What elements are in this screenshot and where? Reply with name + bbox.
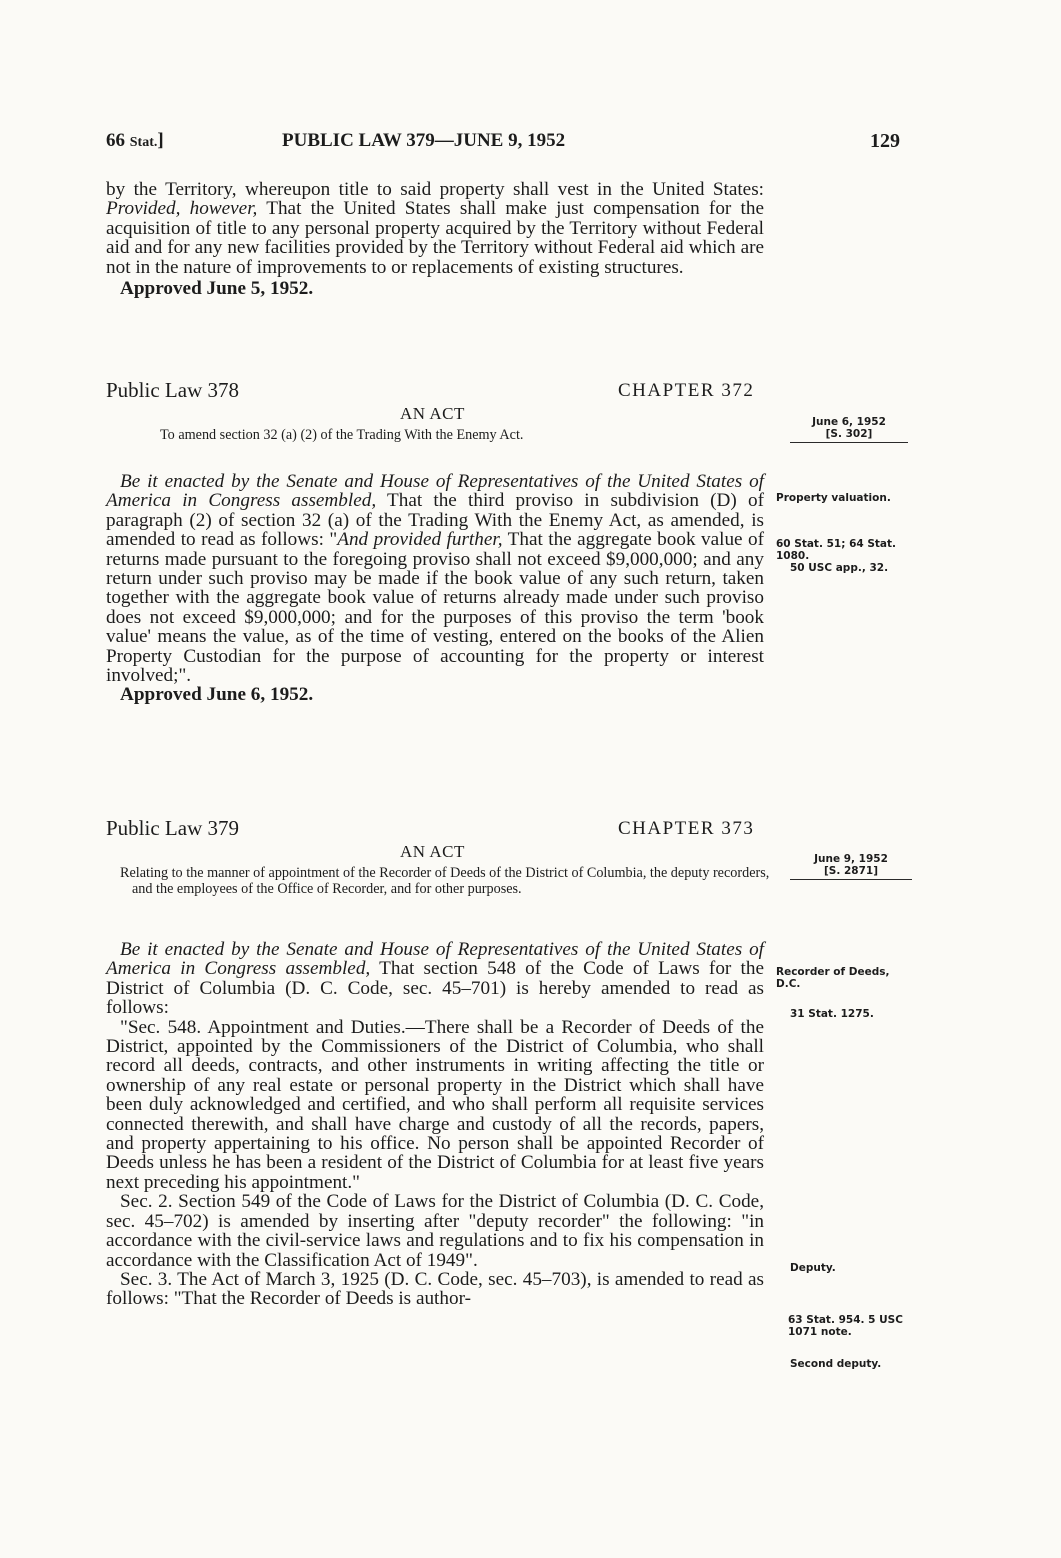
law-379-bill: [S. 2871]	[823, 865, 879, 877]
margin-31-stat: 31 Stat. 1275.	[790, 1008, 874, 1020]
public-law-379-label: Public Law 379	[106, 816, 239, 840]
an-act-379: AN ACT	[400, 842, 465, 861]
law-378-margin-date	[790, 416, 908, 443]
margin-60-stat: 60 Stat. 51; 64 Stat. 1080.	[776, 538, 897, 562]
margin-63-stat: 63 Stat. 954. 5 USC 1071 note.	[788, 1314, 903, 1338]
sec-548-heading: "Sec. 548. Appointment and Duties.	[120, 1016, 406, 1038]
margin-50-usc: 50 USC app., 32.	[790, 562, 889, 574]
running-head-volume: 66 Stat.]	[106, 130, 164, 151]
running-head-title: PUBLIC LAW 379—JUNE 9, 1952	[282, 130, 566, 151]
chapter-373-label: CHAPTER 373	[618, 818, 755, 839]
continuation-text-1: by the Territory, whereupon title to said property shall vest in the United States:	[106, 179, 764, 200]
law-378-bill: [S. 302]	[825, 428, 873, 440]
law-378-proviso: And provided further,	[337, 529, 503, 551]
continuation-text-2: That the United States shall make just compensation for the acquisition of title to any personal property acquired by the Territory without Federal aid and for any new facilities provided by the Territory without Federal aid which are not in the nature of improvements to or replacements of existing structures.	[106, 198, 764, 278]
page-number: 129	[870, 130, 900, 152]
law-378-enacting-clause: Be it enacted by the Senate and House of Representatives of the United States of America in Congress assembled,	[106, 471, 764, 512]
law-379-date: June 9, 1952	[814, 853, 888, 865]
law-379-margin-date	[790, 853, 912, 880]
public-law-378-label: Public Law 378	[106, 378, 239, 402]
sec-548-text: —There shall be a Recorder of Deeds of the District, appointed by the Commissioners of the District of Columbia, who shall record all deeds, contracts, and other instruments in writing affecting the title or ownership of any real estate or personal property in the District which shall have been duly acknowledged and certified, and who shall perform all requisite services connected therewith, and shall have charge and custody of all the records, papers, and property appertaining to his office. No person shall be appointed Recorder of Deeds unless he has been a resident of the District of Columbia for at least five years next preceding his appointment."	[106, 1016, 764, 1193]
margin-recorder-of-deeds: Recorder of Deeds, D.C.	[776, 966, 890, 990]
continuation-proviso: Provided, however,	[106, 198, 258, 220]
sec-3-text: Sec. 3. The Act of March 3, 1925 (D. C. Code, sec. 45–703), is amended to read as follows: "That the Recorder of Deeds is author-	[106, 1268, 764, 1310]
volume-number: 66	[106, 130, 125, 151]
approved-june-6: Approved June 6, 1952.	[120, 684, 314, 706]
law-378-body	[106, 472, 764, 705]
law-378-title: To amend section 32 (a) (2) of the Trading With the Enemy Act.	[160, 427, 524, 443]
law-379-enacting-clause: Be it enacted by the Senate and House of Representatives of the United States of America in Congress assembled,	[106, 939, 764, 980]
law-379-text-1: That section 548 of the Code of Laws for the District of Columbia (D. C. Code, sec. 45–701) is hereby amended to read as follows:	[106, 958, 764, 1019]
margin-deputy: Deputy.	[790, 1262, 836, 1274]
law-378-text-2: That the aggregate book value of returns made pursuant to the foregoing proviso shall not exceed $9,000,000; and any return under such proviso may be made if the book value of any such return, taken together with the aggregate book value of returns already made under such proviso does not exceed $9,000,000; and for the purposes of this proviso the term 'book value' means the value, as of the time of vesting, entered on the books of the Alien Property Custodian for the purpose of accounting for the property or interest involved;".	[106, 529, 765, 687]
law-378-date: June 6, 1952	[812, 416, 886, 428]
law-379-body	[106, 940, 764, 1309]
chapter-372-label: CHAPTER 372	[618, 380, 755, 401]
law-378-text-1: That the third proviso in subdivision (D) of paragraph (2) of section 32 (a) of the Trading With the Enemy Act, as amended, is amended to read as follows: "	[106, 490, 764, 551]
volume-suffix: Stat.	[129, 135, 158, 150]
margin-property-valuation: Property valuation.	[776, 492, 891, 504]
margin-second-deputy: Second deputy.	[790, 1358, 882, 1370]
approved-june-5: Approved June 5, 1952.	[120, 278, 314, 300]
an-act-378: AN ACT	[400, 404, 465, 423]
continuation-paragraph	[106, 180, 764, 298]
law-379-title: Relating to the manner of appointment of the Recorder of Deeds of the District of Columbia, the deputy recorders, and the employees of the Office of Recorder, and for other purposes.	[120, 865, 770, 897]
sec-2-text: Sec. 2. Section 549 of the Code of Laws for the District of Columbia (D. C. Code, sec. 45–702) is amended by inserting after "deputy recorder" the following: "in accordance with the civil-service laws and regulations and to fix his compensation in accordance with the Classification Act of 1949".	[106, 1191, 764, 1271]
